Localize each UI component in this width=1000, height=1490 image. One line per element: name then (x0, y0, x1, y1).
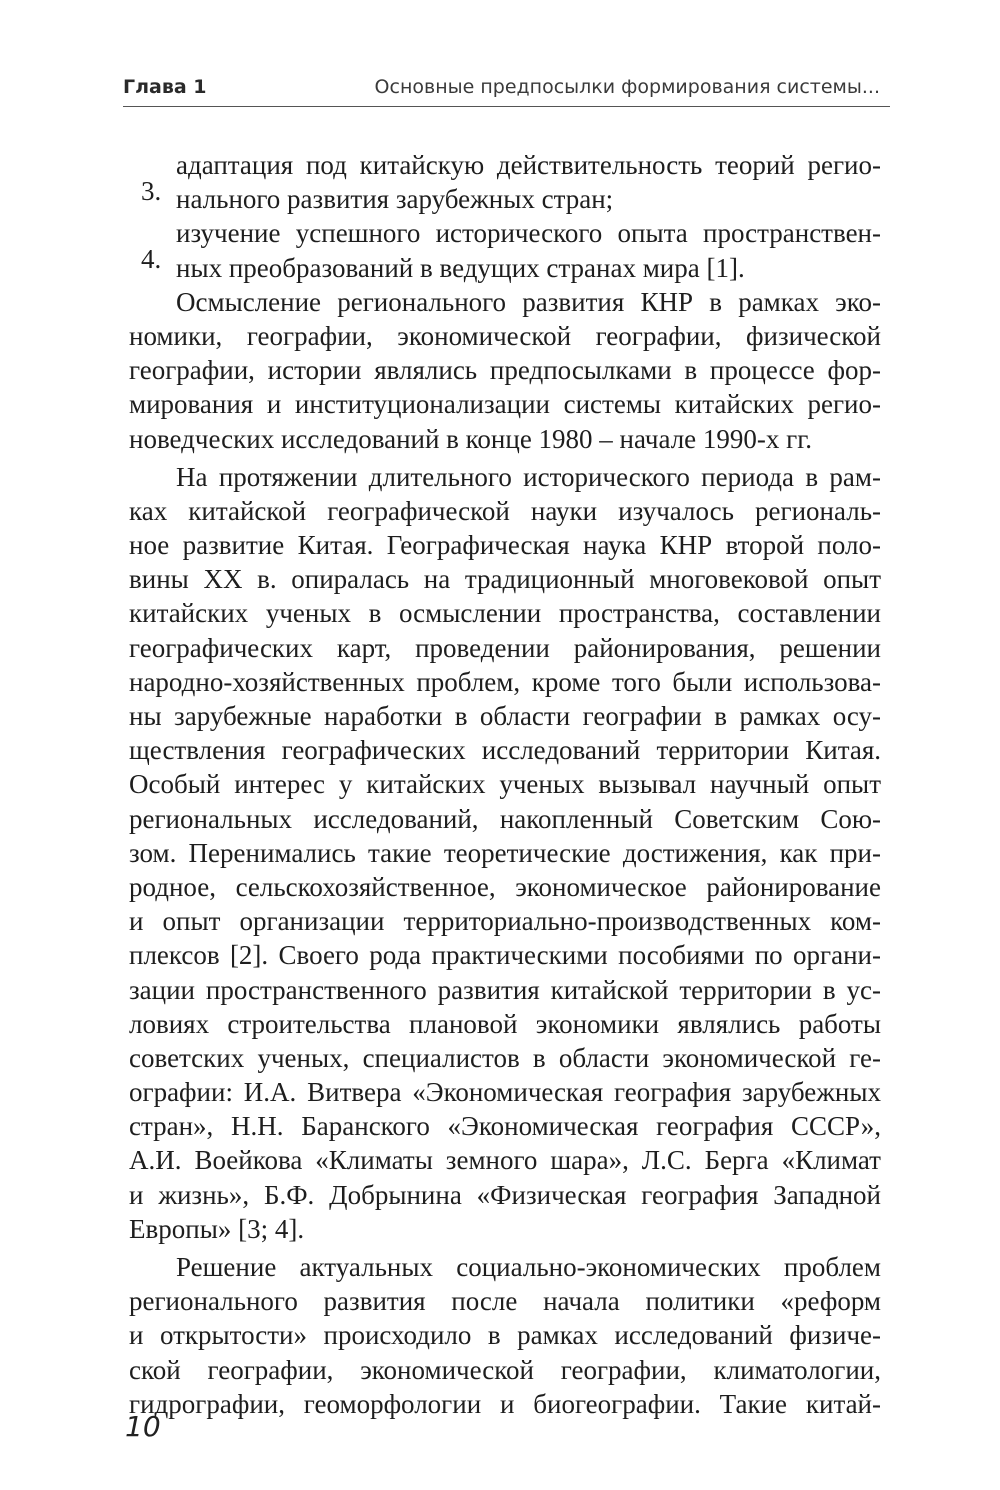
text-line: изучение успешного исторического опыта пространствен- (176, 218, 881, 249)
paragraph (129, 460, 881, 1246)
text-line: ное развитие Китая. Географическая наука КНР второй поло- (129, 530, 881, 561)
text-line: и жизнь», Б.Ф. Добрынина «Физическая география Западной (129, 1179, 881, 1210)
list-number: 3. (141, 176, 162, 206)
text-line: географии, истории являлись предпосылками в процессе фор- (129, 355, 881, 386)
paragraph (129, 285, 881, 456)
paragraph (129, 1250, 881, 1421)
text-line: народно-хозяйственных проблем, кроме того были использова- (129, 666, 881, 697)
text-line: А.И. Воейкова «Климаты земного шара», Л.С. Берга «Климат (129, 1145, 881, 1176)
text-line: родное, сельскохозяйственное, экономическое районирование (129, 871, 881, 902)
text-line: ской географии, экономической географии, климатологии, (129, 1354, 881, 1385)
text-line: зом. Перенимались такие теоретические достижения, как при- (129, 837, 881, 868)
running-title: Основные предпосылки формирования системы... (374, 76, 880, 98)
text-line: Европы» [3; 4]. (129, 1213, 305, 1244)
text-line: китайских ученых в осмыслении пространства, составлении (129, 598, 881, 629)
text-line: мирования и институционализации системы китайских регио- (129, 389, 881, 420)
text-line: зации пространственного развития китайской территории в ус- (129, 974, 881, 1005)
page-number: 10 (125, 1410, 161, 1443)
text-line: ны зарубежные наработки в области географии в рамках осу- (129, 701, 881, 731)
text-line: стран», Н.Н. Баранского «Экономическая география СССР», (129, 1111, 881, 1142)
list-item (129, 148, 881, 216)
list-number: 4. (141, 244, 162, 275)
text-line: Особый интерес у китайских ученых вызывал научный опыт (129, 769, 881, 800)
text-line: адаптация под китайскую действительность теорий регио- (176, 150, 881, 180)
text-line: и опыт организации территориально-производственных ком- (129, 906, 881, 937)
text-line: Решение актуальных социально-экономических проблем (176, 1252, 881, 1282)
list-item (129, 216, 881, 284)
text-line: региональных исследований, накопленный Советским Сою- (129, 803, 881, 834)
text-line: ографии: И.А. Витвера «Экономическая география зарубежных (129, 1077, 881, 1108)
text-line: ках китайской географической науки изучалось региональ- (129, 495, 881, 526)
text-line: ществления географических исследований территории Китая. (129, 735, 881, 766)
text-line: новедческих исследований в конце 1980 – начале 1990-х гг. (129, 423, 813, 454)
page-body (129, 148, 881, 1421)
text-line: плексов [2]. Своего рода практическими пособиями по органи- (129, 940, 881, 971)
text-line: ловиях строительства плановой экономики являлись работы (129, 1008, 881, 1039)
text-line: вины XX в. опиралась на традиционный многовековой опыт (129, 564, 881, 595)
text-line: На протяжении длительного исторического периода в рам- (176, 461, 881, 492)
text-line: гидрографии, геоморфологии и биогеографии. Такие китай- (129, 1388, 881, 1419)
text-line: и открытости» происходило в рамках исследований физиче- (129, 1320, 881, 1351)
text-line: нального развития зарубежных стран; (176, 184, 614, 215)
running-header (123, 72, 890, 107)
text-line: номики, географии, экономической географии, физической (129, 320, 881, 351)
text-line: Осмысление регионального развития КНР в рамках эко- (176, 286, 881, 317)
text-line: географических карт, проведении районирования, решении (129, 632, 881, 663)
text-line: советских ученых, специалистов в области экономической ге- (129, 1042, 881, 1073)
text-line: регионального развития после начала политики «реформ (129, 1286, 881, 1317)
text-line: ных преобразований в ведущих странах мира [1]. (176, 252, 745, 283)
chapter-label: Глава 1 (123, 76, 207, 98)
